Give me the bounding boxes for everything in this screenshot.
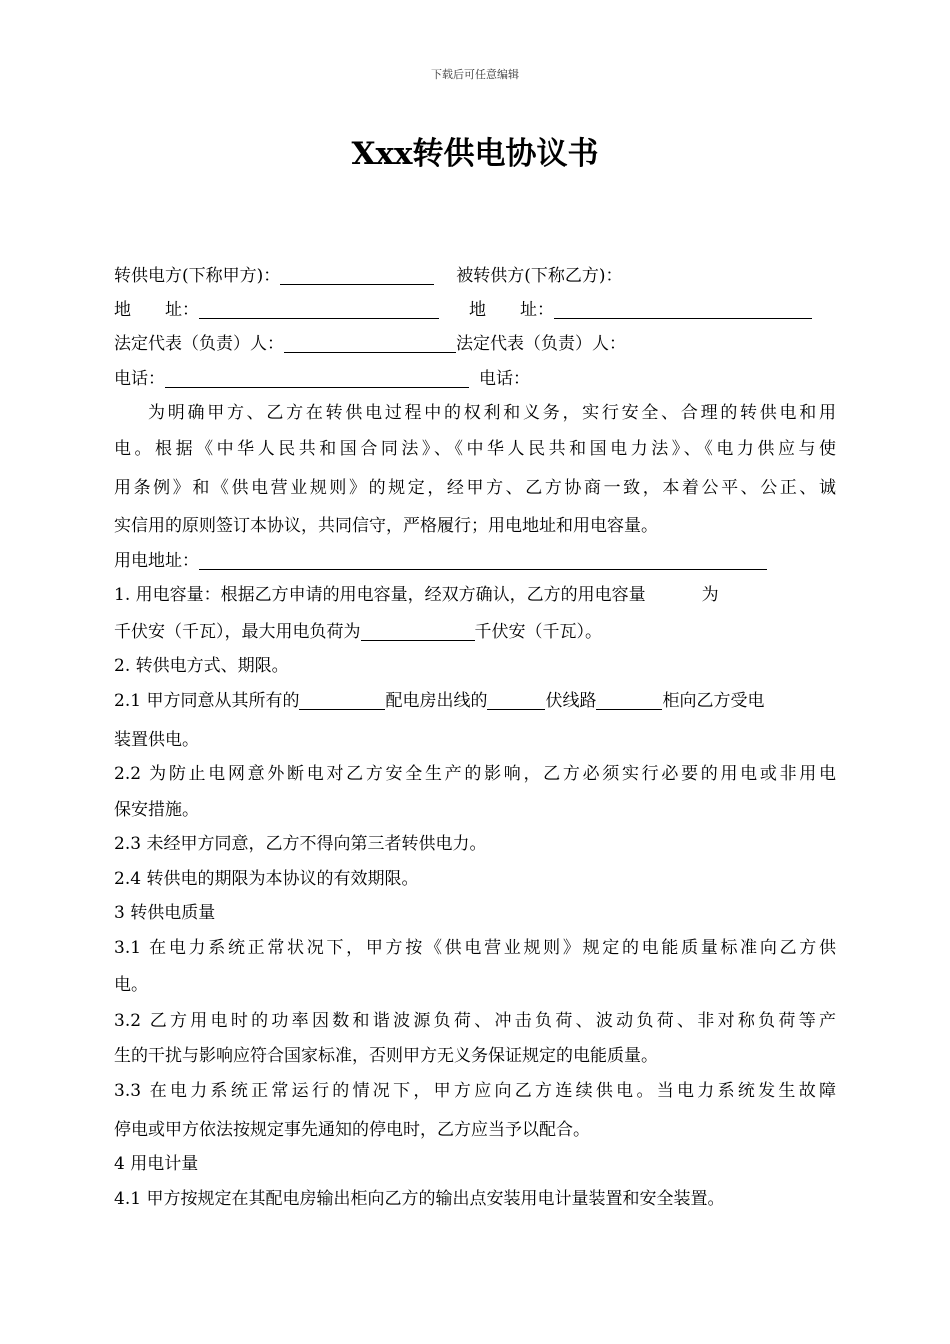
voltage-blank[interactable] — [487, 688, 545, 710]
party-a-blank[interactable] — [280, 263, 434, 285]
clause-2-2-line-1: 2.2 为防止电网意外断电对乙方安全生产的影响，乙方必须实行必要的用电或非用电 — [114, 764, 836, 784]
clause-3-1-line-1: 3.1 在电力系统正常状况下，甲方按《供电营业规则》规定的电能质量标准向乙方供 — [114, 938, 836, 958]
party-b-label: 被转供方(下称乙方)： — [456, 266, 623, 286]
clause-1-text-end: 为 — [701, 585, 719, 605]
clause-4-heading: 4 用电计量 — [114, 1154, 199, 1174]
clause-3-3-line-2: 停电或甲方依法按规定事先通知的停电时，乙方应当予以配合。 — [114, 1120, 590, 1140]
clause-2-1-text-b: 配电房出线的 — [385, 691, 488, 711]
cabinet-blank[interactable] — [596, 688, 662, 710]
intro-line-3: 用条例》和《供电营业规则》的规定，经甲方、乙方协商一致，本着公平、公正、诚 — [114, 478, 836, 498]
address-b-blank[interactable] — [554, 297, 812, 319]
document-title: Xxx转供电协议书 — [351, 136, 599, 172]
rep-a-label: 法定代表（负责）人： — [114, 334, 284, 354]
clause-3-heading: 3 转供电质量 — [114, 903, 216, 923]
clause-2-1-line-1 — [114, 686, 764, 716]
phone-line — [114, 364, 530, 394]
intro-line-4: 实信用的原则签订本协议，共同信守，严格履行；用电地址和用电容量。 — [114, 516, 658, 536]
clause-1-line-1 — [114, 580, 719, 610]
clause-2-4: 2.4 转供电的期限为本协议的有效期限。 — [114, 869, 419, 889]
clause-4-1: 4.1 甲方按规定在其配电房输出柜向乙方的输出点安装用电计量装置和安全装置。 — [114, 1189, 725, 1209]
clause-3-2-line-1: 3.2 乙方用电时的功率因数和谐波源负荷、冲击负荷、波动负荷、非对称负荷等产 — [114, 1011, 836, 1031]
address-b-label: 地 址： — [469, 300, 554, 320]
clause-3-1-line-2: 电。 — [114, 975, 148, 995]
intro-line-2: 电。根据《中华人民共和国合同法》、《中华人民共和国电力法》、《电力供应与使 — [114, 439, 836, 459]
clause-2-1-text-d: 柜向乙方受电 — [662, 691, 765, 711]
rep-b-label: 法定代表（负责）人： — [456, 334, 626, 354]
address-a-label: 地 址： — [114, 300, 199, 320]
clause-1-line-2-unit: 千伏安（千瓦）。 — [474, 622, 602, 642]
party-a-label: 转供电方(下称甲方)： — [114, 266, 281, 286]
clause-2-heading: 2. 转供电方式、期限。 — [114, 656, 289, 676]
clause-2-1-text-c: 伏线路 — [545, 691, 597, 711]
usage-address-blank[interactable] — [199, 548, 767, 570]
intro-line-1: 为明确甲方、乙方在转供电过程中的权利和义务，实行安全、合理的转供电和用 — [148, 403, 836, 423]
clause-2-1-text-a: 2.1 甲方同意从其所有的 — [114, 691, 300, 711]
party-line — [114, 261, 623, 291]
clause-1-line-2-text: 千伏安（千瓦），最大用电负荷为 — [114, 622, 361, 642]
rep-a-blank[interactable] — [284, 331, 456, 353]
clause-2-3: 2.3 未经甲方同意，乙方不得向第三者转供电力。 — [114, 834, 487, 854]
clause-3-3-line-1: 3.3 在电力系统正常运行的情况下，甲方应向乙方连续供电。当电力系统发生故障 — [114, 1081, 836, 1101]
clause-2-1-line-2: 装置供电。 — [114, 730, 199, 750]
usage-address-label: 用电地址： — [114, 551, 199, 571]
max-load-blank[interactable] — [361, 619, 475, 641]
phone-a-label: 电话： — [114, 369, 165, 389]
header-note: 下载后可任意编辑 — [431, 68, 519, 81]
clause-1-line-2 — [114, 617, 602, 647]
clause-3-2-line-2: 生的干扰与影响应符合国家标准，否则甲方无义务保证规定的电能质量。 — [114, 1046, 658, 1066]
address-a-blank[interactable] — [199, 297, 439, 319]
usage-address-line — [114, 546, 767, 576]
address-line — [114, 295, 812, 325]
representative-line — [114, 329, 626, 359]
clause-1-text: 1. 用电容量：根据乙方申请的用电容量，经双方确认，乙方的用电容量 — [114, 585, 646, 605]
phone-a-blank[interactable] — [165, 366, 469, 388]
phone-b-label: 电话： — [479, 369, 530, 389]
clause-2-2-line-2: 保安措施。 — [114, 800, 199, 820]
substation-blank[interactable] — [299, 688, 385, 710]
